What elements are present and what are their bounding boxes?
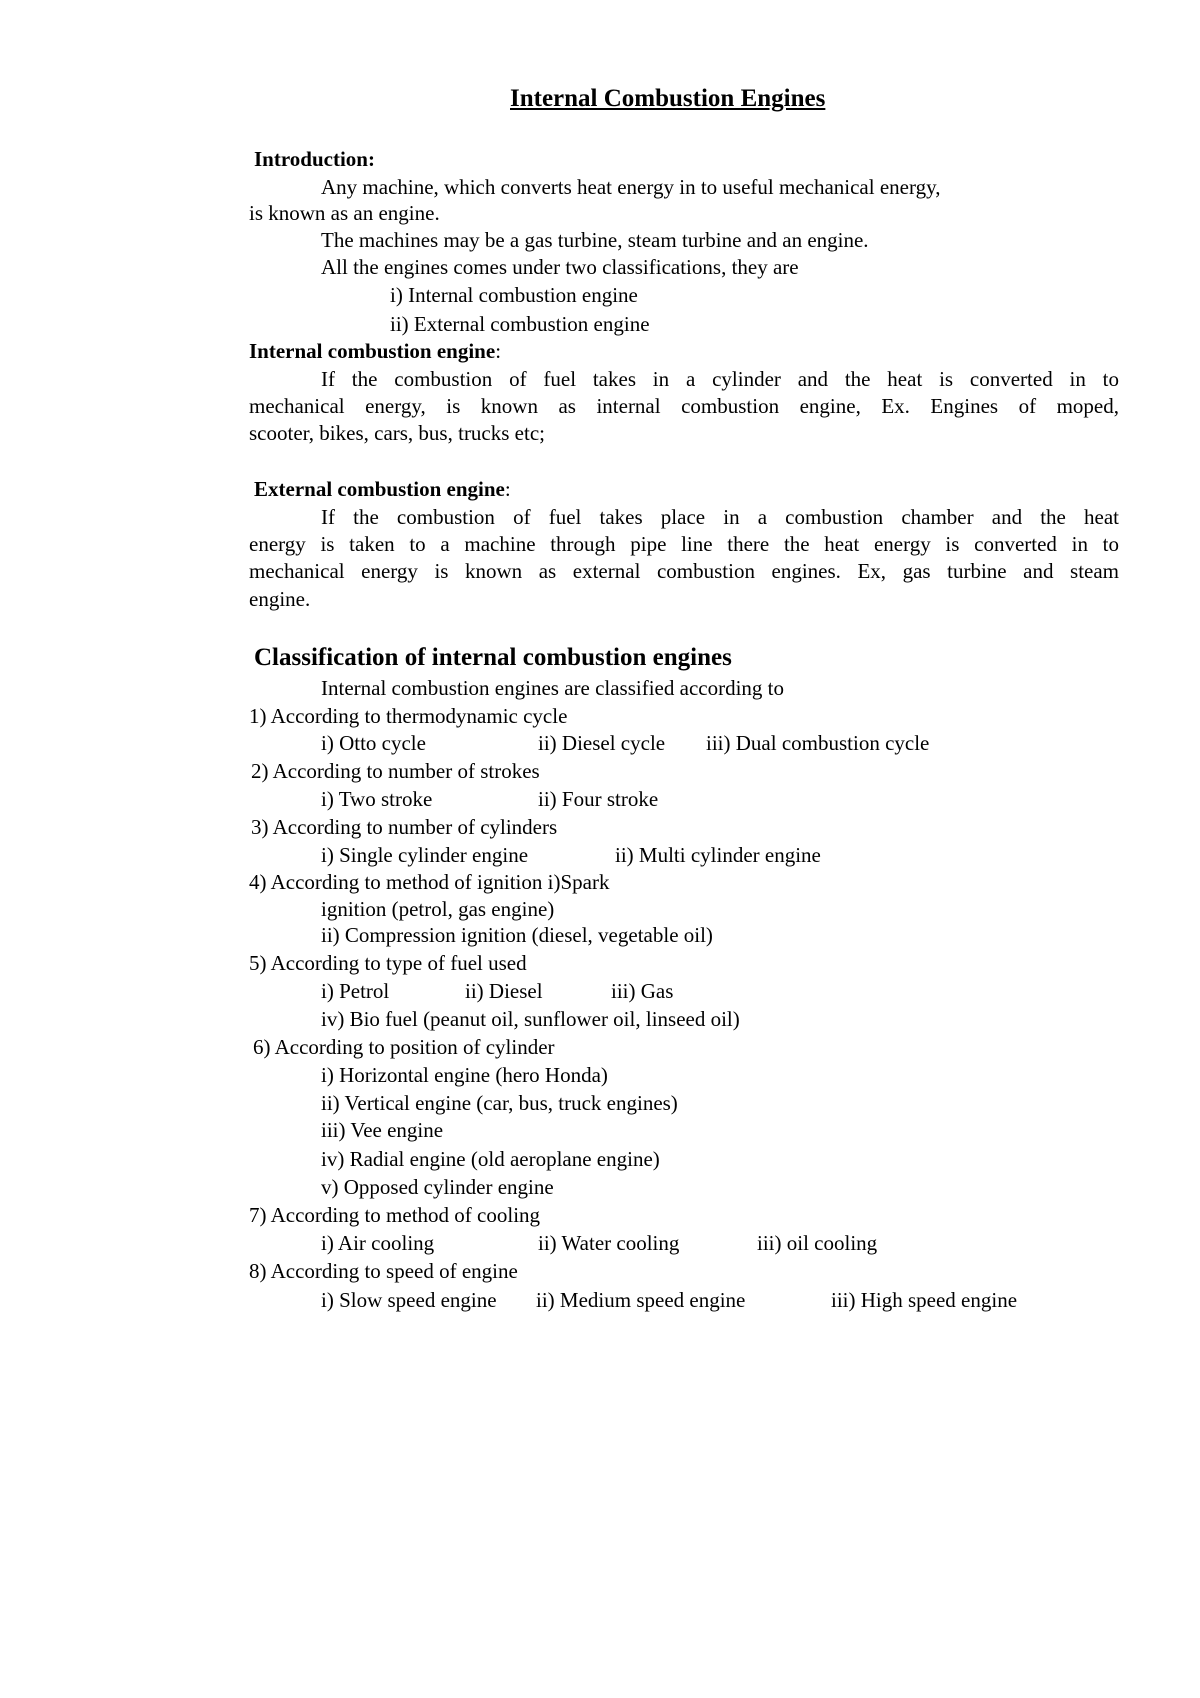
class-6-item-e: v) Opposed cylinder engine — [321, 1175, 554, 1199]
intro-line-3: The machines may be a gas turbine, steam turbine and an engine. — [321, 228, 869, 252]
ece-line-2: energy is taken to a machine through pipe line there the heat energy is converted in to — [249, 532, 1119, 556]
ece-heading — [254, 476, 511, 502]
class-8-speed: 8) According to speed of engine — [249, 1259, 518, 1283]
class-6-item-b: ii) Vertical engine (car, bus, truck engines) — [321, 1091, 678, 1115]
class-5-item-d: iv) Bio fuel (peanut oil, sunflower oil, linseed oil) — [321, 1007, 740, 1031]
ice-heading-colon: : — [495, 339, 502, 363]
ece-line-1: If the combustion of fuel takes place in a combustion chamber and the heat — [321, 505, 1119, 529]
class-2-item-b: ii) Four stroke — [538, 787, 659, 811]
class-7-item-b: ii) Water cooling — [538, 1231, 680, 1255]
class-8-item-c: iii) High speed engine — [831, 1288, 1018, 1312]
class-1-item-b: ii) Diesel cycle — [538, 731, 666, 755]
class-8-item-a: i) Slow speed engine — [321, 1288, 497, 1312]
class-1-cycle: 1) According to thermodynamic cycle — [249, 704, 568, 728]
intro-line-1: Any machine, which converts heat energy in to useful mechanical energy, — [321, 175, 941, 199]
class-5-fuel: 5) According to type of fuel used — [249, 951, 527, 975]
class-2-item-a: i) Two stroke — [321, 787, 433, 811]
class-8-item-b: ii) Medium speed engine — [536, 1288, 746, 1312]
ice-heading — [249, 338, 501, 364]
class-7-cooling: 7) According to method of cooling — [249, 1203, 541, 1227]
intro-item-1: i) Internal combustion engine — [390, 283, 638, 307]
class-6-item-c: iii) Vee engine — [321, 1118, 444, 1142]
class-5-item-c: iii) Gas — [611, 979, 674, 1003]
class-5-item-b: ii) Diesel — [465, 979, 543, 1003]
class-7-item-c: iii) oil cooling — [757, 1231, 878, 1255]
ece-line-3: mechanical energy is known as external combustion engines. Ex, gas turbine and steam — [249, 559, 1119, 583]
class-2-strokes: 2) According to number of strokes — [251, 759, 540, 783]
class-4-item-b: ii) Compression ignition (diesel, vegetable oil) — [321, 923, 713, 947]
class-6-item-a: i) Horizontal engine (hero Honda) — [321, 1063, 608, 1087]
classification-heading: Classification of internal combustion engines — [254, 644, 732, 671]
class-3-item-a: i) Single cylinder engine — [321, 843, 529, 867]
ice-line-3: scooter, bikes, cars, bus, trucks etc; — [249, 421, 545, 445]
class-3-cylinders: 3) According to number of cylinders — [251, 815, 558, 839]
class-6-position: 6) According to position of cylinder — [253, 1035, 555, 1059]
classification-intro: Internal combustion engines are classified according to — [321, 676, 785, 700]
ece-heading-text: External combustion engine — [254, 477, 505, 501]
ice-line-2: mechanical energy, is known as internal combustion engine, Ex. Engines of moped, — [249, 394, 1119, 418]
class-4-ignition: 4) According to method of ignition i)Spark — [249, 870, 610, 894]
ice-heading-text: Internal combustion engine — [249, 339, 496, 363]
introduction-heading: Introduction: — [254, 147, 375, 171]
class-5-item-a: i) Petrol — [321, 979, 390, 1003]
ece-line-4: engine. — [249, 587, 311, 611]
intro-line-2: is known as an engine. — [249, 201, 440, 225]
intro-item-2: ii) External combustion engine — [390, 312, 650, 336]
class-3-item-b: ii) Multi cylinder engine — [615, 843, 821, 867]
class-6-item-d: iv) Radial engine (old aeroplane engine) — [321, 1147, 660, 1171]
page-title: Internal Combustion Engines — [510, 85, 826, 112]
ece-heading-colon: : — [504, 477, 511, 501]
ice-line-1: If the combustion of fuel takes in a cylinder and the heat is converted in to — [321, 367, 1119, 391]
class-1-item-a: i) Otto cycle — [321, 731, 426, 755]
class-7-item-a: i) Air cooling — [321, 1231, 435, 1255]
class-1-item-c: iii) Dual combustion cycle — [706, 731, 930, 755]
intro-line-4: All the engines comes under two classifications, they are — [321, 255, 799, 279]
class-4-item-a: ignition (petrol, gas engine) — [321, 897, 555, 921]
